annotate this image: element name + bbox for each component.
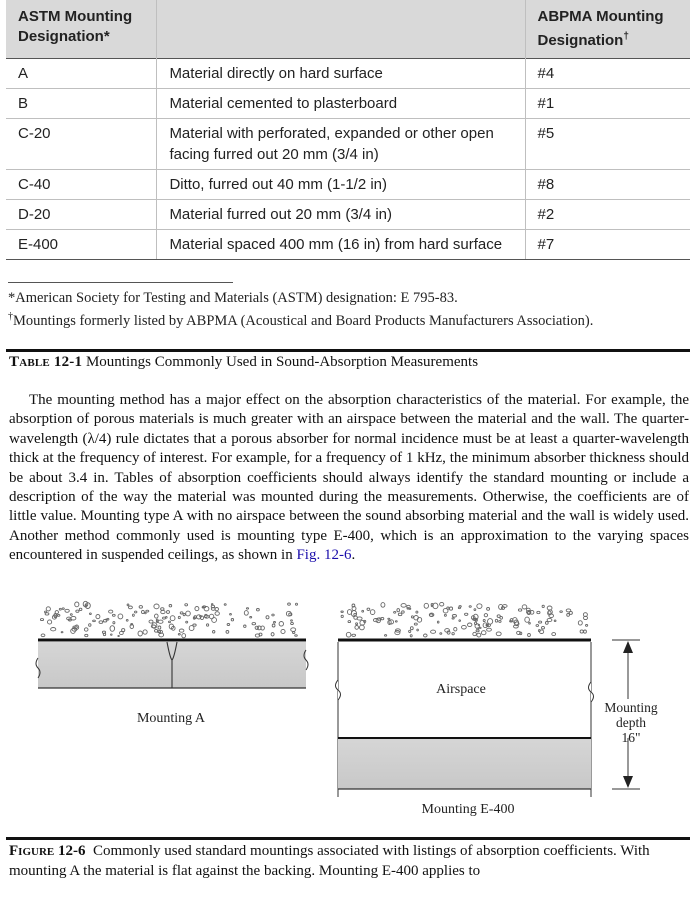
gravel-speck [480, 627, 482, 628]
abpma-cell: #7 [525, 230, 690, 260]
gravel-speck [584, 630, 587, 633]
gravel-speck [569, 611, 572, 614]
gravel-speck [186, 621, 188, 623]
gravel-speck [288, 603, 291, 605]
gravel-speck [548, 610, 552, 614]
gravel-speck [142, 610, 145, 613]
astm-cell: D-20 [6, 200, 157, 230]
gravel-speck [542, 605, 544, 607]
gravel-speck [41, 634, 45, 637]
gravel-speck [398, 613, 402, 616]
gravel-speck [385, 635, 387, 637]
gravel-speck [452, 618, 454, 619]
gravel-speck [414, 623, 417, 625]
abpma-cell: #2 [525, 200, 690, 230]
gravel-speck [179, 629, 184, 632]
figure-link[interactable]: Fig. 12-6 [296, 547, 352, 564]
gravel-speck [409, 630, 411, 632]
gravel-speck [424, 634, 428, 637]
gravel-speck [459, 620, 461, 622]
gravel-speck [484, 614, 487, 617]
gravel-speck [474, 609, 476, 611]
footnote-abpma: †Mountings formerly listed by ABPMA (Acoustical and Board Products Manufacturers Association). [8, 311, 594, 329]
gravel-speck [40, 619, 43, 621]
gravel-speck [61, 632, 63, 633]
gravel-speck [266, 616, 269, 619]
gravel-speck [554, 620, 556, 622]
gravel-speck [495, 619, 497, 622]
gravel-speck [167, 611, 170, 614]
gravel-speck [274, 622, 276, 623]
dimension-arrow-up [623, 641, 633, 653]
gravel-speck [347, 610, 351, 615]
gravel-speck [586, 625, 588, 627]
description-cell: Material cemented to plasterboard [157, 89, 525, 119]
gravel-speck [111, 634, 113, 635]
gravel-speck [444, 614, 446, 616]
gravel-speck [454, 627, 457, 631]
gravel-speck [185, 604, 188, 606]
gravel-speck [59, 608, 61, 610]
gravel-speck [143, 630, 147, 634]
gravel-speck [272, 624, 275, 627]
concrete-backing-a [40, 601, 297, 638]
gravel-speck [75, 602, 79, 607]
table-header-row [6, 0, 690, 59]
gravel-speck [355, 626, 359, 630]
table-caption-label: Table 12-1 [9, 354, 83, 370]
mounting-figure [0, 598, 695, 834]
gravel-speck [348, 621, 351, 623]
gravel-speck [246, 608, 248, 609]
gravel-speck [112, 614, 115, 616]
gravel-speck [468, 623, 472, 627]
gravel-speck [367, 608, 370, 610]
gravel-speck [272, 614, 274, 616]
gravel-speck [525, 617, 530, 622]
figure-caption-text: Commonly used standard mountings associated with listings of absorption coefficients. With mounting A the material is flat against the backing. Mounting E-400 applies to [9, 843, 650, 879]
gravel-speck [360, 625, 365, 630]
gravel-speck [48, 620, 52, 624]
gravel-speck [155, 614, 159, 618]
gravel-speck [542, 626, 545, 629]
gravel-speck [257, 609, 260, 611]
gravel-speck [465, 613, 468, 615]
gravel-speck [99, 621, 103, 624]
gravel-speck [296, 603, 298, 605]
header-astm: ASTM Mounting Designation* [6, 0, 157, 59]
gravel-speck [178, 616, 180, 618]
gravel-speck [244, 611, 248, 616]
gravel-speck [440, 602, 444, 606]
gravel-speck [195, 607, 199, 611]
table-row [6, 170, 690, 200]
gravel-speck [424, 603, 428, 608]
gravel-speck [416, 611, 418, 613]
gravel-speck [291, 620, 293, 621]
depth-label-line2: depth [616, 715, 646, 730]
gravel-speck [109, 610, 113, 613]
gravel-speck [279, 622, 283, 627]
gravel-speck [45, 611, 47, 613]
gravel-speck [402, 611, 405, 613]
gravel-speck [252, 623, 256, 625]
gravel-speck [440, 633, 442, 635]
gravel-speck [452, 615, 456, 618]
abpma-cell: #8 [525, 170, 690, 200]
table-caption [9, 354, 478, 371]
gravel-speck [578, 621, 582, 625]
astm-cell: C-20 [6, 119, 157, 170]
gravel-speck [431, 630, 436, 633]
depth-label-line1: Mounting [604, 700, 658, 715]
mountings-table [6, 0, 690, 260]
gravel-speck [281, 629, 285, 633]
concrete-backing-e400 [341, 602, 588, 637]
table-row [6, 59, 690, 89]
gravel-speck [417, 629, 419, 631]
gravel-speck [293, 632, 295, 634]
gravel-speck [539, 621, 542, 623]
gravel-speck [207, 624, 209, 626]
gravel-speck [135, 611, 137, 613]
gravel-speck [518, 609, 521, 611]
gravel-speck [354, 613, 356, 615]
gravel-speck [291, 628, 296, 632]
gravel-speck [161, 610, 165, 613]
gravel-speck [158, 620, 163, 623]
astm-cell: E-400 [6, 230, 157, 260]
gravel-speck [180, 612, 183, 614]
description-cell: Material spaced 400 mm (16 in) from hard surface [157, 230, 525, 260]
gravel-speck [410, 627, 413, 630]
gravel-speck [85, 634, 88, 636]
table-caption-text: Mountings Commonly Used in Sound-Absorption Measurements [85, 354, 479, 370]
gravel-speck [477, 633, 481, 637]
abpma-cell: #1 [525, 89, 690, 119]
gravel-speck [128, 606, 132, 609]
gravel-speck [487, 608, 490, 611]
mounting-e400-diagram [336, 602, 658, 817]
gravel-speck [488, 619, 493, 625]
gravel-speck [259, 633, 262, 636]
gravel-speck [58, 615, 60, 617]
gravel-speck [459, 606, 461, 608]
abpma-cell: #4 [525, 59, 690, 89]
gravel-speck [370, 610, 375, 615]
gravel-speck [528, 633, 531, 636]
figure-caption [9, 842, 689, 881]
table-row [6, 230, 690, 260]
description-cell: Ditto, furred out 40 mm (1-1/2 in) [157, 170, 525, 200]
gravel-speck [341, 615, 343, 617]
gravel-speck [169, 621, 171, 623]
gravel-speck [215, 612, 219, 616]
gravel-speck [410, 635, 412, 637]
gravel-speck [437, 621, 439, 623]
gravel-speck [341, 611, 343, 612]
gravel-speck [79, 608, 82, 610]
gravel-speck [84, 628, 88, 631]
gravel-speck [118, 636, 120, 637]
gravel-speck [529, 622, 531, 624]
gravel-speck [145, 612, 147, 613]
gravel-speck [552, 633, 556, 636]
gravel-speck [186, 611, 191, 616]
gravel-speck [213, 631, 215, 634]
gravel-speck [481, 631, 486, 635]
gravel-speck [211, 604, 213, 605]
gravel-speck [224, 604, 226, 606]
gravel-speck [90, 613, 92, 615]
gravel-speck [497, 615, 500, 618]
gravel-speck [397, 609, 400, 612]
absorber-material-e400 [338, 738, 591, 789]
gravel-speck [537, 611, 540, 613]
gravel-speck [96, 615, 100, 619]
gravel-speck [295, 635, 298, 637]
description-cell: Material furred out 20 mm (3/4 in) [157, 200, 525, 230]
gravel-speck [169, 605, 172, 607]
description-cell: Material with perforated, expanded or other open facing furred out 20 mm (3/4 in) [157, 119, 525, 170]
gravel-speck [291, 622, 294, 624]
label-airspace: Airspace [436, 682, 486, 697]
gravel-speck [475, 622, 477, 625]
label-mounting-e400: Mounting E-400 [421, 802, 515, 817]
gravel-speck [226, 631, 229, 634]
astm-cell: C-40 [6, 170, 157, 200]
gravel-speck [381, 603, 385, 608]
gravel-speck [357, 617, 362, 620]
gravel-speck [452, 633, 454, 635]
gravel-speck [149, 620, 153, 623]
gravel-speck [231, 619, 233, 621]
body-paragraph: The mounting method has a major effect on the absorption characteristics of the material. For example, the absorption of porous materials is much greater with an airspace between the material and the wall. The quarter-wavelength (λ/4) rule dictates that a porous absorber for normal incidence must be at least a quarter-wavelength thick at the frequency of interest. For example, for a frequency of 1 kHz, the minimum absorber thickness should be about 3.4 in. Tables of absorption coefficients should always identify the standard mounting or include a description of the way the material was mounted during the measurements. Otherwise, the coefficients are of little value. Mounting type A with no airspace between the sound absorbing material and the wall is widely used. Another method commonly used is mounting type E-400, which is an approximation to the varying spaces encountered in suspended ceilings, as shown in Fig. 12-6. [9, 392, 689, 564]
gravel-speck [126, 619, 128, 621]
gravel-speck [560, 611, 563, 613]
gravel-speck [477, 604, 482, 609]
gravel-speck [122, 629, 125, 632]
gravel-speck [271, 633, 274, 636]
table-row [6, 89, 690, 119]
gravel-speck [55, 611, 58, 614]
gravel-speck [163, 617, 166, 619]
gravel-speck [65, 609, 69, 612]
astm-cell: A [6, 59, 157, 89]
gravel-speck [499, 620, 501, 622]
gravel-speck [62, 608, 64, 610]
gravel-speck [178, 633, 180, 635]
gravel-speck [362, 610, 364, 612]
table-caption-rule [6, 349, 690, 352]
gravel-speck [549, 614, 554, 618]
gravel-speck [146, 610, 149, 612]
break-mark-right-e400 [589, 682, 594, 702]
table-row [6, 200, 690, 230]
gravel-speck [476, 630, 479, 632]
label-mounting-a: Mounting A [136, 711, 206, 726]
gravel-speck [547, 618, 552, 621]
mounting-a-diagram [36, 601, 308, 726]
gravel-speck [487, 628, 492, 631]
gravel-speck [469, 606, 471, 608]
figure-caption-label: Figure 12-6 [9, 843, 86, 859]
gravel-speck [113, 622, 115, 624]
gravel-speck [227, 624, 230, 626]
gravel-speck [133, 614, 135, 616]
gravel-speck [411, 616, 413, 618]
gravel-speck [138, 631, 142, 636]
gravel-speck [93, 620, 96, 622]
gravel-speck [473, 632, 477, 635]
gravel-speck [401, 604, 406, 608]
break-mark-left-e400 [336, 680, 341, 700]
dimension-arrow-down [623, 776, 633, 788]
gravel-speck [388, 618, 390, 619]
gravel-speck [352, 634, 356, 636]
gravel-speck [46, 607, 50, 611]
header-description [157, 0, 525, 59]
gravel-speck [250, 617, 252, 618]
gravel-speck [447, 607, 449, 609]
gravel-speck [395, 621, 397, 622]
gravel-speck [449, 607, 452, 610]
gravel-speck [118, 614, 123, 619]
footnote-divider [8, 282, 233, 283]
gravel-speck [244, 625, 246, 627]
gravel-speck [158, 626, 161, 629]
gravel-speck [462, 625, 467, 629]
gravel-speck [356, 623, 358, 625]
gravel-speck [70, 614, 72, 616]
gravel-speck [230, 613, 232, 615]
gravel-speck [394, 611, 396, 613]
gravel-speck [139, 606, 142, 609]
gravel-speck [110, 626, 115, 632]
table-row [6, 119, 690, 170]
gravel-speck [154, 604, 159, 609]
astm-cell: B [6, 89, 157, 119]
gravel-speck [103, 633, 105, 636]
gravel-speck [182, 634, 186, 638]
gravel-speck [127, 604, 129, 606]
depth-label-line3: 16" [621, 730, 641, 745]
gravel-speck [183, 614, 185, 616]
gravel-speck [496, 632, 501, 636]
mountings-table-grid [6, 0, 690, 260]
gravel-speck [85, 605, 87, 606]
figure-caption-rule [6, 837, 690, 840]
gravel-speck [209, 614, 213, 619]
gravel-speck [545, 622, 548, 625]
gravel-speck [76, 610, 79, 612]
footnote-astm: *American Society for Testing and Materials (ASTM) designation: E 795-83. [8, 290, 458, 306]
gravel-speck [89, 624, 91, 627]
gravel-speck [51, 628, 56, 631]
gravel-speck [346, 632, 351, 637]
gravel-speck [170, 616, 175, 621]
gravel-speck [580, 630, 583, 633]
gravel-speck [522, 605, 527, 609]
abpma-cell: #5 [525, 119, 690, 170]
gravel-speck [536, 625, 539, 627]
description-cell: Material directly on hard surface [157, 59, 525, 89]
header-abpma: ABPMA Mounting Designation† [525, 0, 690, 59]
gravel-speck [189, 626, 194, 631]
gravel-speck [483, 619, 485, 621]
gravel-speck [204, 607, 209, 611]
